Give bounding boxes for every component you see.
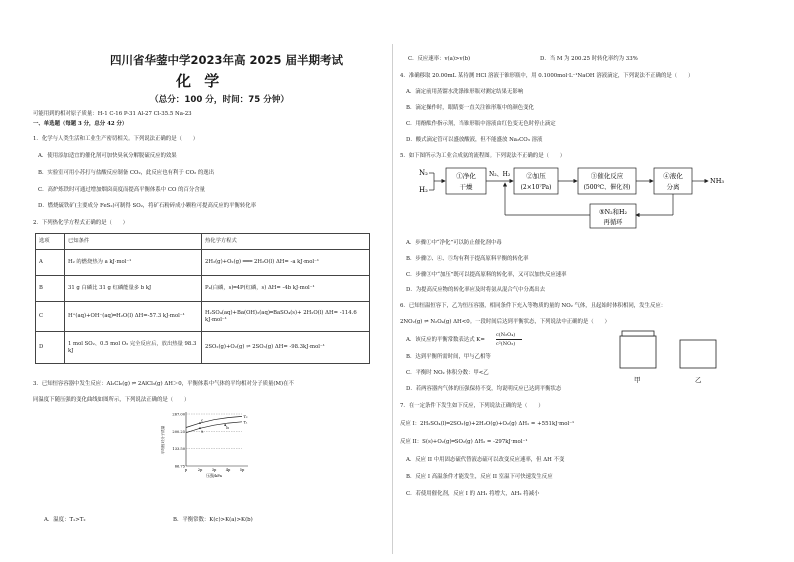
score-time: （总分：100 分，时间：75 分钟）	[150, 95, 290, 105]
q3-stem-line1: 3．已知恒容容器中发生反应：Al₂Cl₆(g) ⇌ 2AlCl₃(g) ΔH＞0，平衡体系中气体的平均相对分子质量(M)在不	[33, 381, 294, 387]
row-option: C	[36, 302, 65, 332]
x-tick-label: 2p	[197, 468, 203, 472]
label-yi: 乙	[695, 376, 702, 384]
series-label: T₂	[243, 413, 248, 419]
flow-box3-line2: (500℃、催化剂)	[583, 184, 631, 191]
flow-mid-label: N₂、H₂	[489, 171, 511, 178]
flow-box5-line2: 再循环	[603, 219, 623, 226]
q2-stem: 2．下列热化学方程式正确的是（ ）	[33, 220, 129, 226]
flow-box3-line1: ③催化反应	[590, 172, 624, 180]
x-tick-label: 5p	[239, 468, 245, 472]
q5-stem: 5．如下图所示为工业合成氨的流程图。下列说法不正确的是（ ）	[400, 153, 566, 159]
q6-option-b: B．达到平衡所需时间，甲与乙相等	[406, 354, 491, 360]
q5-option-b: B．步骤②、④、⑤均有利于提高原料平衡的转化率	[406, 256, 529, 262]
row-condition: 1 mol SO₂、0.5 mol O₂ 完全反应后，放出热量 98.3 kJ	[65, 332, 202, 364]
q3-option-a: A．温度：T₁>T₂	[44, 517, 86, 523]
x-tick-label: p	[184, 468, 188, 472]
flow-box5-line1: ⑤N₂和H₂	[599, 209, 627, 216]
q7-option-c: C．若使用催化剂，反应 I 的 ΔH₁ 将增大，ΔH₂ 将减小	[406, 491, 540, 497]
subject-title: 化 学	[176, 72, 224, 90]
container-jia-lid	[622, 331, 654, 336]
q5-option-a: A．步骤①中“净化”可以防止催化剂中毒	[406, 240, 502, 246]
row-option: B	[36, 276, 65, 302]
row-option: D	[36, 332, 65, 364]
y-tick-label: 66.75	[174, 464, 185, 469]
point-label: c	[201, 417, 204, 423]
x-axis-label: 压强/kPa	[206, 473, 222, 478]
flow-box1-line2: 干燥	[459, 183, 473, 191]
column-divider	[392, 44, 393, 554]
y-axis-label: 平均相对分子质量	[161, 425, 165, 455]
series-line	[186, 422, 242, 433]
flow-output-label: NH₃	[710, 177, 724, 185]
q7-option-a: A．反应 II 中用固态硫代替液态硫可以改变反应速率，但 ΔH 不变	[406, 457, 565, 463]
atomic-masses: 可能用到的相对原子质量：H-1 C-16 P-31 Al-27 Cl-35.5 Na-23	[33, 111, 192, 117]
q6-option-a: A．该反应的平衡常数表达式 K=	[406, 337, 485, 343]
header-option: 选项	[36, 234, 65, 250]
q4-option-c: C．用酚酞作指示剂，当锥形瓶中溶液由红色变无色时停止滴定	[406, 121, 556, 127]
table-header-row	[36, 234, 370, 250]
header-condition: 已知条件	[65, 234, 202, 250]
x-tick-label: 3p	[211, 468, 217, 472]
q7-reaction-2: 反应 II：S(s)+O₂(g)═SO₂(g) ΔH₂ = -297kJ·mol⁻¹	[400, 439, 528, 445]
q6-k-numerator: c(N₂O₄)	[496, 332, 516, 338]
q5-option-c: C．步骤③中“加压”既可以提高原料的转化率，又可以加快反应速率	[406, 272, 567, 278]
right-column	[400, 0, 770, 562]
container-yi	[680, 340, 716, 368]
q6-option-d: D．若两容器内气体的压强保持不变，均说明反应已达到平衡状态	[406, 386, 562, 392]
section-heading: 一、单选题（每题 3 分，总分 42 分）	[33, 121, 128, 127]
row-option: A	[36, 250, 65, 276]
ammonia-flow-diagram	[410, 164, 730, 234]
q6-k-denominator: c²(NO₂)	[496, 341, 516, 347]
q1-option-a: A．使用添加适宜的催化剂可加快臭氧分解脱硫反应的效果	[38, 153, 177, 159]
header-equation: 热化学方程式	[202, 234, 370, 250]
row-equation: 2SO₂(g)+O₂(g) ⇌ 2SO₃(g) ΔH= -98.3kJ·mol⁻¹	[202, 332, 370, 364]
q4-stem: 4．准确移取 20.00mL 某待测 HCl 溶液于锥形瓶中，用 0.1000mol·L⁻¹NaOH 溶液滴定，下列说法不正确的是（ ）	[400, 73, 694, 79]
y-tick-label: 200.25	[172, 429, 185, 434]
table-row	[36, 332, 370, 364]
flow-box4-line2: 分离	[666, 183, 680, 191]
container-figure	[618, 330, 728, 390]
q3-option-b: B．平衡常数：K(c)>K(a)>K(b)	[173, 517, 253, 523]
q3-stem-line2: 同温度下随压强的变化曲线如图所示，下列说法正确的是（ ）	[33, 397, 190, 403]
q7-reaction-1: 反应 I：2H₂SO₄(l)═2SO₂(g)+2H₂O(g)+O₂(g) ΔH₁ = +551kJ·mol⁻¹	[400, 421, 575, 427]
label-jia: 甲	[634, 376, 641, 384]
flow-h2-label: H₂	[419, 186, 428, 194]
q3-chart	[160, 408, 255, 480]
series-line	[186, 416, 242, 427]
q6-option-c: C．平衡时 NO₂ 体积分数：甲<乙	[406, 370, 489, 376]
q4-option-a: A．滴定前用蒸馏水洗涤锥形瓶对测定结果无影响	[406, 89, 524, 95]
exam-title: 四川省华蓥中学2023年高 2025 届半期考试	[110, 53, 344, 67]
q1-option-c: C．高炉炼铁时可通过增加烟囱高度而提高平衡体系中 CO 的百分含量	[38, 187, 206, 193]
y-tick-label: 133.50	[172, 447, 185, 452]
series-label: T₁	[243, 419, 248, 425]
row-condition: 31 g 白磷比 31 g 红磷能量多 b kJ	[65, 276, 202, 302]
row-equation: 2H₂(g)+O₂(g) ═══ 2H₂O(l) ΔH= -a kJ·mol⁻¹	[202, 250, 370, 276]
table-row	[36, 302, 370, 332]
fraction-bar	[496, 339, 522, 340]
q3-option-c: C．反应速率：v(a)>v(b)	[408, 56, 471, 62]
q7-option-b: B．反应 I 高温条件才能发生，反应 II 室温下可快速发生反应	[406, 474, 553, 480]
flow-n2-label: N₂	[419, 169, 428, 177]
point-label: a	[201, 428, 204, 434]
flow-box2-line2: (2×10⁷Pa)	[520, 184, 552, 191]
row-equation: H₂SO₄(aq)+Ba(OH)₂(aq)═BaSO₄(s)+ 2H₂O(l) ΔH= -114.6 kJ·mol⁻¹	[202, 302, 370, 332]
q7-stem: 7．在一定条件下发生如下反应，下列说法正确的是（ ）	[400, 403, 544, 409]
q4-option-d: D．酸式滴定管可以盛放酸液，但不能盛放 Na₂CO₃ 溶液	[406, 137, 543, 143]
flow-box2-line1: ②加压	[526, 172, 546, 180]
flow-box4-line1: ④液化	[663, 172, 683, 180]
q6-stem-line1: 6．已知恒温恒容下，乙为恒压容器，相同条件下充入等物质的量的 NO₂ 气体，且起始时体积相同，发生反应：	[400, 303, 667, 309]
q5-option-d: D．为提高反应物的转化率应及时将氨从混合气中分离出去	[406, 287, 546, 293]
row-condition: H₂ 的燃烧热为 a kJ·mol⁻¹	[65, 250, 202, 276]
left-column	[30, 0, 385, 562]
row-equation: P₄(白磷，s)═4P(红磷，s) ΔH= -4b kJ·mol⁻¹	[202, 276, 370, 302]
table-row	[36, 276, 370, 302]
point-label: b	[226, 425, 229, 431]
q1-option-b: B．实验室可用小苏打与盐酸反应制备 CO₂，此反应也有利于 CO₂ 的逸出	[38, 170, 215, 176]
thermo-table	[35, 233, 370, 364]
y-tick-label: 267.00	[172, 412, 185, 417]
table-row	[36, 250, 370, 276]
row-condition: H⁺(aq)+OH⁻(aq)═H₂O(l) ΔH=-57.3 kJ·mol⁻¹	[65, 302, 202, 332]
q3-option-d: D．当 M 为 200.25 时转化率约为 33%	[540, 56, 638, 62]
flow-box1-line1: ①净化	[456, 172, 476, 180]
x-tick-label: 4p	[225, 468, 231, 472]
q4-option-b: B．滴定操作时，眼睛要一直关注锥形瓶中的颜色变化	[406, 105, 534, 111]
q6-stem-line2: 2NO₂(g) ⇌ N₂O₄(g) ΔH<0。一段时间后达到平衡状态，下列说法中正确的是（ ）	[400, 319, 610, 325]
q1-stem: 1．化学与人类生活和工业生产密切相关。下列说法正确的是（ ）	[33, 136, 199, 142]
q1-option-d: D．燃烧硫铁矿(主要成分 FeS₂)可制得 SO₂，将矿石粉碎成小颗粒可提高反应的平衡转化率	[38, 203, 256, 209]
container-jia	[620, 336, 656, 368]
